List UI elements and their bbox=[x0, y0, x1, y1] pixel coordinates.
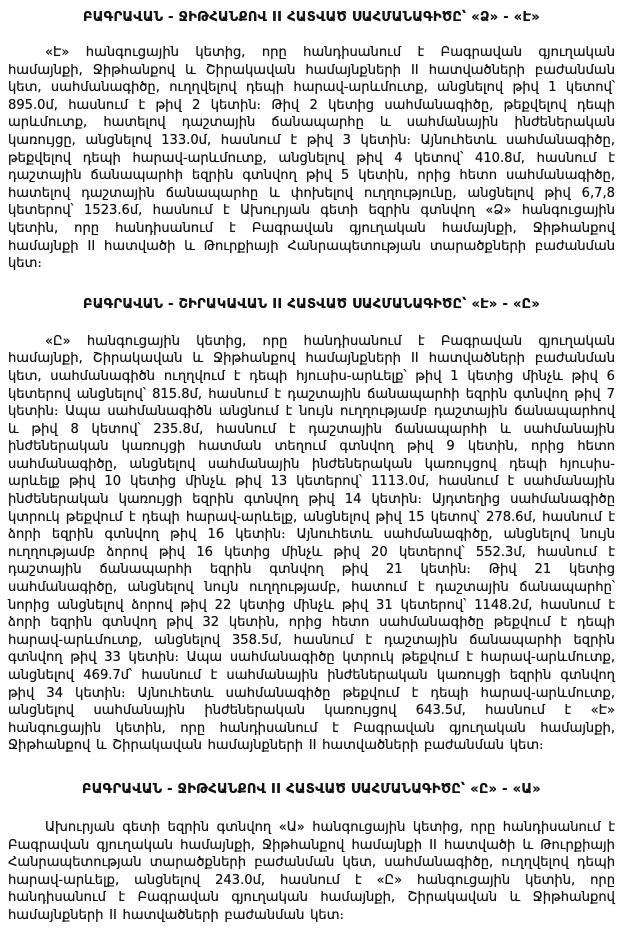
section-paragraph: «Է» հանգուցային կետից, որը հանդիսանում է Բագրավան գյուղական համայնքի, Ջիթհանքով և Շիրակավան համայնքների II հատվածների բաժանման կետ, սահմանագիծը, ուղղվելով դեպի հարավ-արևմուտք, անցնելով թիվ 1 կետով՝ 895.0մ, հասնում է թիվ 2 կետին։ Թիվ 2 կետից սահմանագիծը, թեքվելով դեպի արևմուտք, հատելով դաշտային ճանապարհը և սահմանային ինժեներական կառույցը, անցնելով 133.0մ, հասնում է թիվ 3 կետին։ Այնուհետև սահմանագիծը, թեքվելով դեպի հարավ-արևմուտք, անցնելով թիվ 4 կետով՝ 410.8մ, հասնում է դաշտային ճանապարհի եզրին գտնվող թիվ 5 կետին, որից հետո սահմանագիծը, հատելով դաշտային ճանապարհը և փոխելով ուղղությունը, անցնելով թիվ 6,7,8 կետերով՝ 1523.6մ, հասնում է Ախուրյան գետի եզրին գտնվող «Ձ» հանգուցային կետին, որը հանդիսանում է Բագրավան գյուղական համայնքի, Ջիթհանքով համայնքի II հատվածի և Թուրքիայի Հանրապետության տարածքների բաժանման կետ։ bbox=[8, 45, 615, 272]
boundary-section-y-a bbox=[8, 782, 615, 925]
boundary-section-e-y bbox=[8, 297, 615, 755]
section-heading: ԲԱԳՐԱՎԱՆ - ՋԻԹՀԱՆՔՈՎ II ՀԱՏՎԱԾ ՍԱՀՄԱՆԱԳԻԾԸ՝ «Ձ» - «Է» bbox=[83, 10, 540, 25]
section-heading: ԲԱԳՐԱՎԱՆ - ՋԻԹՀԱՆՔՈՎ II ՀԱՏՎԱԾ ՍԱՀՄԱՆԱԳԻԾԸ՝ «Ը» - «Ա» bbox=[82, 781, 541, 797]
section-paragraph: «Ը» հանգուցային կետից, որը հանդիսանում է Բագրավան գյուղական համայնքի, Շիրակավան և Ջիթհանքով համայնքների II հատվածների բաժանման կետ, սահմանագիծն ուղղվում է դեպի հյուսիս-արևելք՝ թիվ 1 կետից մինչև թիվ 6 կետերով անցնելով՝ 815.8մ, հասնում է դաշտային ճանապարհի եզրին գտնվող թիվ 7 կետին։ Ապա սահմանագիծն անցնում է նույն ուղղությամբ դաշտային ճանապարհով և թիվ 8 կետով՝ 235.8մ, հասնում է դաշտային ճանապարհի և սահմանային ինժեներական կառույցի հատման տեղում գտնվող թիվ 9 կետին, որից հետո սահմանագիծը, անցնելով սահմանային ինժեներական կառույցով դեպի հյուսիս-արևելք թիվ 10 կետից մինչև թիվ 13 կետերով՝ 1113.0մ, հասնում է սահմանային ինժեներական կառույցի եզրին գտնվող թիվ 14 կետին։ Այդտեղից սահմանագիծը կտրուկ թեքվում է դեպի հարավ-արևելք, անցնելով թիվ 15 կետով՝ 278.6մ, հասնում է ձորի եզրին գտնվող թիվ 16 կետին։ Այնուհետև սահմանագիծը, անցնելով նույն ուղղությամբ ձորով թիվ 16 կետից մինչև թիվ 20 կետերով՝ 552.3մ, հասնում է դաշտային ճանապարհի եզրին գտնվող թիվ 21 կետին։ Թիվ 21 կետից սահմանագիծը, անցնելով նույն ուղղությամբ, հատում է դաշտային ճանապարհը՝ նորից անցնելով ձորով թիվ 22 կետից մինչև թիվ 31 կետերով՝ 1148.2մ, հասնում է ձորի եզրին գտնվող թիվ 32 կետին, որից հետո սահմանագիծը թեքվում է դեպի հարավ-արևմուտք, անցնելով 358.5մ, հասնում է դաշտային ճանապարհի եզրին գտնվող թիվ 33 կետին։ Ապա սահմանագիծը կտրուկ թեքվում է հարավ-արևմուտք, անցնելով 469.7մ՝ հասնում է սահմանային ինժեներական կառույցի եզրին գտնվող թիվ 34 կետին։ Այնուհետև սահմանագիծը թեքվում է դեպի հարավ-արևմուտք, անցնելով սահմանային ինժեներական կառույցով 643.5մ, հասնում է «Է» հանգուցային կետին, որը հանդիսանում է Բագրավան գյուղական համայնքի, Ջիթհանքով և Շիրակավան համայնքների II հատվածների բաժանման կետ։ bbox=[8, 333, 615, 754]
section-paragraph: Ախուրյան գետի եզրին գտնվող «Ա» հանգուցային կետից, որը հանդիսանում է Բագրավան գյուղական համայնքի, Ջիթհանքով համայնքի II հատվածի և Թուրքիայի Հանրապետության տարածքների բաժանման կետ, սահմանագիծը, ուղղվելով դեպի հարավ-արևելք, անցնելով 243.0մ, հասնում է «Ը» հանգուցային կետին, որը հանդիսանում է Բագրավան գյուղական համայնքի, Շիրակավան և Ջիթհանքով համայնքների II հատվածների բաժանման կետ։ bbox=[8, 819, 615, 923]
section-heading: ԲԱԳՐԱՎԱՆ - ՇԻՐԱԿԱՎԱՆ II ՀԱՏՎԱԾ ՍԱՀՄԱՆԱԳԻԾԸ՝ «Է» - «Ը» bbox=[82, 296, 541, 312]
boundary-section-dza-e bbox=[8, 10, 615, 273]
